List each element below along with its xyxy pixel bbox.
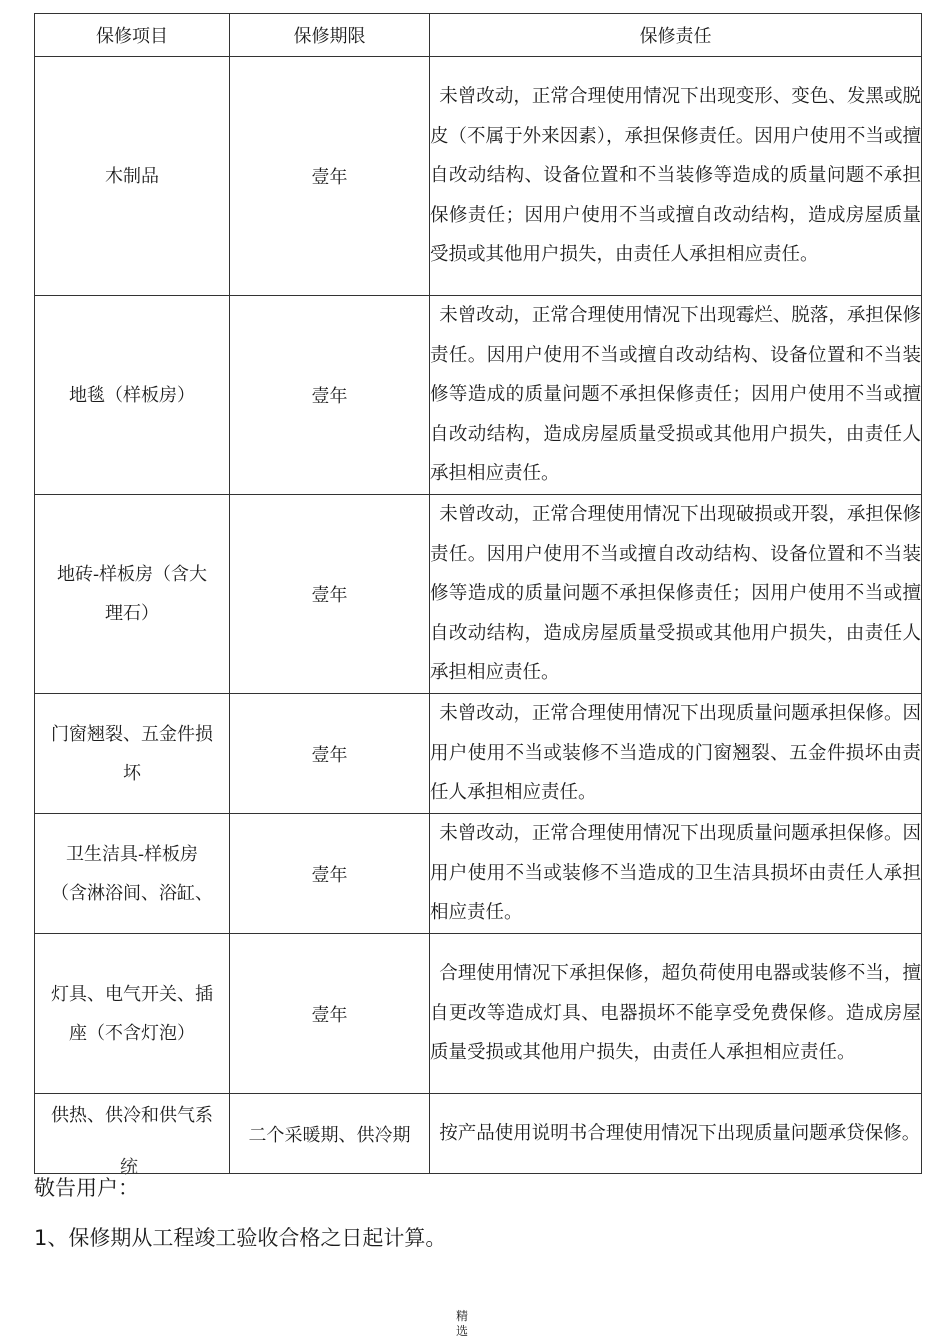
period-cell: 壹年 <box>230 57 430 296</box>
header-row <box>35 14 922 57</box>
header-responsibility: 保修责任 <box>430 14 922 57</box>
item-cell <box>35 57 230 296</box>
responsibility-cell <box>430 934 922 1094</box>
item-text: 理石） <box>105 603 159 624</box>
responsibility-cell <box>430 694 922 814</box>
item-text: （含淋浴间、浴缸、 <box>51 882 213 904</box>
item-text: 地砖-样板房（含大 <box>56 564 208 585</box>
table-row <box>35 934 922 1094</box>
responsibility-cell <box>430 57 922 296</box>
clipped-fragment: 统 <box>120 1157 138 1178</box>
footer-mark: 精选 <box>455 1309 468 1338</box>
period-cell: 壹年 <box>230 296 430 495</box>
item-text: 木制品 <box>105 165 159 187</box>
notice-item-1: 1、保修期从工程竣工验收合格之日起计算。 <box>34 1226 447 1250</box>
responsibility-text: 未曾改动，正常合理使用情况下出现质量问题承担保修。因用户使用不当或装修不当造成的卫生洁具损坏由责任人承担相应责任。 <box>430 823 921 924</box>
responsibility-text: 未曾改动，正常合理使用情况下出现破损或开裂，承担保修责任。因用户使用不当或擅自改动结构、设备位置和不当装修等造成的质量问题不承担保修责任；因用户使用不当或擅自改动结构，造成房屋质量受损或其他用户损失，由责任人承担相应责任。 <box>430 504 921 684</box>
item-text: 卫生洁具-样板房 <box>65 843 199 865</box>
table-row <box>35 495 922 694</box>
table-row <box>35 814 922 934</box>
item-text: 门窗翘裂、五金件损 <box>51 723 213 745</box>
item-cell <box>35 296 230 495</box>
period-cell: 壹年 <box>230 934 430 1094</box>
table-row <box>35 296 922 495</box>
responsibility-cell <box>430 814 922 934</box>
item-cell <box>35 694 230 814</box>
table-row <box>35 1094 922 1174</box>
period-cell: 壹年 <box>230 694 430 814</box>
item-cell <box>35 934 230 1094</box>
responsibility-text: 未曾改动，正常合理使用情况下出现变形、变色、发黑或脱皮（不属于外来因素），承担保修责任。因用户使用不当或擅自改动结构、设备位置和不当装修等造成的质量问题不承担保修责任；因用户使用不当或擅自改动结构，造成房屋质量受损或其他用户损失，由责任人承担相应责任。 <box>430 86 921 266</box>
responsibility-text: 合理使用情况下承担保修，超负荷使用电器或装修不当，擅自更改等造成灯具、电器损坏不能享受免费保修。造成房屋质量受损或其他用户损失，由责任人承担相应责任。 <box>430 963 921 1064</box>
item-cell <box>35 495 230 694</box>
period-cell: 二个采暖期、供冷期 <box>230 1094 430 1174</box>
responsibility-text: 未曾改动，正常合理使用情况下出现质量问题承担保修。因用户使用不当或装修不当造成的门窗翘裂、五金件损坏由责任人承担相应责任。 <box>430 703 921 804</box>
item-text: 供热、供冷和供气系 <box>51 1105 213 1126</box>
header-period: 保修期限 <box>230 14 430 57</box>
item-cell <box>35 814 230 934</box>
responsibility-text: 按产品使用说明书合理使用情况下出现质量问题承贷保修。 <box>439 1122 921 1144</box>
responsibility-text: 未曾改动，正常合理使用情况下出现霉烂、脱落，承担保修责任。因用户使用不当或擅自改动结构、设备位置和不当装修等造成的质量问题不承担保修责任；因用户使用不当或擅自改动结构，造成房屋质量受损或其他用户损失，由责任人承担相应责任。 <box>430 305 921 485</box>
responsibility-cell <box>430 495 922 694</box>
item-text: 地毯（样板房） <box>69 384 195 406</box>
item-text: 坏 <box>123 762 141 784</box>
period-cell: 壹年 <box>230 495 430 694</box>
period-cell: 壹年 <box>230 814 430 934</box>
responsibility-cell <box>430 1094 922 1174</box>
table-row <box>35 694 922 814</box>
header-item: 保修项目 <box>35 14 230 57</box>
notice-heading: 敬告用户： <box>34 1176 139 1200</box>
item-text: 座（不含灯泡） <box>69 1022 195 1044</box>
table-row <box>35 57 922 296</box>
responsibility-cell <box>430 296 922 495</box>
warranty-table <box>34 13 922 1178</box>
item-text: 灯具、电气开关、插 <box>51 983 213 1005</box>
